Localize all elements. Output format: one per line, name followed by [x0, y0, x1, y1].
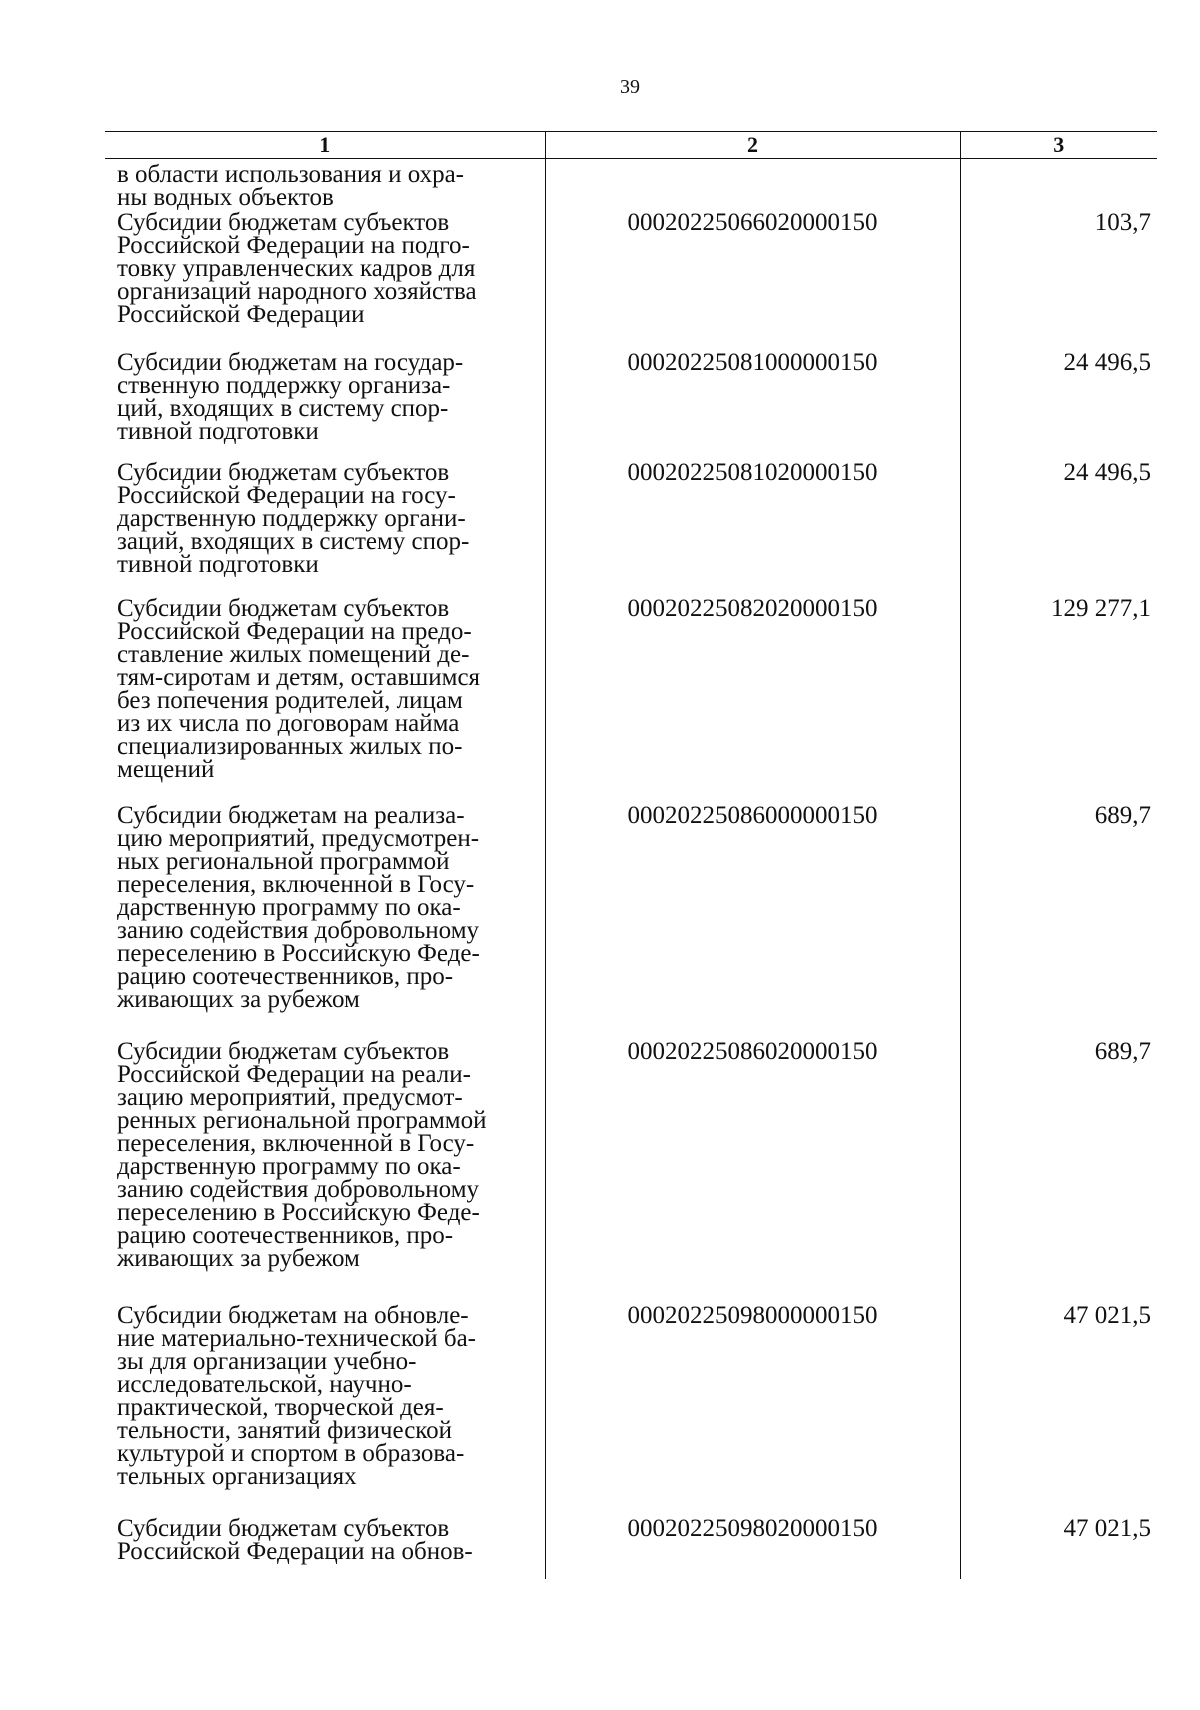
row-code: 00020225081020000150	[545, 461, 960, 597]
row-amount: 689,7	[960, 1040, 1157, 1304]
description-line: ние материально-технической ба-	[117, 1324, 476, 1352]
description-line: Субсидии бюджетам на реализа-	[117, 801, 465, 829]
table-row	[105, 597, 1157, 804]
row-amount: 24 496,5	[960, 461, 1157, 597]
row-description	[105, 1514, 545, 1579]
description-line: Субсидии бюджетам субъектов	[117, 1514, 450, 1542]
description-line: дарственную поддержку органи-	[117, 504, 466, 532]
description-line: из их числа по договорам найма	[117, 709, 460, 737]
row-description	[105, 348, 545, 461]
description-line: специализированных жилых по-	[117, 732, 463, 760]
description-line: цию мероприятий, предусмотрен-	[117, 824, 480, 852]
row-code: 00020225086020000150	[545, 1040, 960, 1304]
table-header	[105, 132, 1157, 159]
column-header-2: 2	[545, 132, 960, 159]
row-code: 00020225098020000150	[545, 1517, 960, 1579]
description-line: ственную поддержку организа-	[117, 371, 451, 399]
description-line: Субсидии бюджетам субъектов	[117, 1037, 450, 1065]
description-line: заций, входящих в систему спор-	[117, 527, 470, 555]
row-description	[105, 208, 545, 351]
description-line: тям-сиротам и детям, оставшимся	[117, 663, 481, 691]
description-line: Российской Федерации	[117, 300, 365, 328]
row-code: 00020225082020000150	[545, 597, 960, 804]
description-line: Субсидии бюджетам на государ-	[117, 348, 464, 376]
description-line: тельных организациях	[117, 1462, 357, 1490]
row-code: 00020225066020000150	[545, 211, 960, 351]
description-line: дарственную программу по ока-	[117, 1152, 461, 1180]
page-number: 39	[620, 76, 640, 98]
description-line: живающих за рубежом	[117, 1244, 360, 1272]
description-line: товку управленческих кадров для	[117, 254, 476, 282]
table-row	[105, 159, 1157, 211]
row-amount: 24 496,5	[960, 351, 1157, 461]
row-amount	[960, 159, 1157, 211]
description-line: переселения, включенной в Госу-	[117, 870, 475, 898]
description-line: переселения, включенной в Госу-	[117, 1129, 475, 1157]
table-row	[105, 1304, 1157, 1517]
table-row	[105, 461, 1157, 597]
row-code: 00020225098000000150	[545, 1304, 960, 1517]
description-line: мещений	[117, 755, 215, 783]
description-line: Российской Федерации на госу-	[117, 481, 456, 509]
description-line: исследовательской, научно-	[117, 1370, 412, 1398]
row-code: 00020225086000000150	[545, 804, 960, 1040]
row-description	[105, 159, 545, 211]
description-line: переселению в Российскую Феде-	[117, 1198, 480, 1226]
row-amount: 47 021,5	[960, 1517, 1157, 1579]
table-body	[105, 159, 1157, 1579]
row-amount: 689,7	[960, 804, 1157, 1040]
row-description	[105, 801, 545, 1040]
description-line: без попечения родителей, лицам	[117, 686, 463, 714]
description-line: переселению в Российскую Феде-	[117, 939, 480, 967]
row-code	[545, 159, 960, 211]
description-line: Субсидии бюджетам субъектов	[117, 594, 450, 622]
description-line: в области использования и охра-	[117, 161, 465, 188]
table-row	[105, 804, 1157, 1040]
table-row	[105, 211, 1157, 351]
description-line: живающих за рубежом	[117, 985, 360, 1013]
description-line: Российской Федерации на подго-	[117, 231, 470, 259]
table-row	[105, 351, 1157, 461]
column-header-1: 1	[105, 132, 545, 159]
description-line: Субсидии бюджетам субъектов	[117, 208, 450, 236]
description-line: Субсидии бюджетам на обновле-	[117, 1301, 469, 1329]
description-line: Российской Федерации на предо-	[117, 617, 472, 645]
description-line: рацию соотечественников, про-	[117, 1221, 454, 1249]
budget-table	[105, 131, 1157, 1579]
description-line: зацию мероприятий, предусмот-	[117, 1083, 463, 1111]
description-line: занию содействия добровольному	[117, 1175, 480, 1203]
row-description	[105, 1037, 545, 1304]
description-line: культурой и спортом в образова-	[117, 1439, 465, 1467]
header-row	[105, 132, 1157, 159]
row-amount: 47 021,5	[960, 1304, 1157, 1517]
row-code: 00020225081000000150	[545, 351, 960, 461]
description-line: тивной подготовки	[117, 550, 319, 578]
table-row	[105, 1517, 1157, 1579]
description-line: занию содействия добровольному	[117, 916, 480, 944]
description-line: дарственную программу по ока-	[117, 893, 461, 921]
description-line: ставление жилых помещений де-	[117, 640, 470, 668]
column-header-3: 3	[960, 132, 1157, 159]
row-description	[105, 594, 545, 804]
description-line: зы для организации учебно-	[117, 1347, 417, 1375]
description-line: ций, входящих в систему спор-	[117, 394, 449, 422]
description-line: Российской Федерации на реали-	[117, 1060, 471, 1088]
description-line: организаций народного хозяйства	[117, 277, 477, 305]
row-amount: 129 277,1	[960, 597, 1157, 804]
description-line: Субсидии бюджетам субъектов	[117, 458, 450, 486]
description-line: Российской Федерации на обнов-	[117, 1537, 473, 1565]
description-line: тивной подготовки	[117, 417, 319, 445]
row-description	[105, 1301, 545, 1517]
description-line: ных региональной программой	[117, 847, 450, 875]
table-row	[105, 1040, 1157, 1304]
description-line: ренных региональной программой	[117, 1106, 487, 1134]
row-amount: 103,7	[960, 211, 1157, 351]
row-description	[105, 458, 545, 597]
description-line: рацию соотечественников, про-	[117, 962, 454, 990]
description-line: ны водных объектов	[117, 184, 334, 211]
description-line: тельности, занятий физической	[117, 1416, 453, 1444]
description-line: практической, творческой дея-	[117, 1393, 444, 1421]
